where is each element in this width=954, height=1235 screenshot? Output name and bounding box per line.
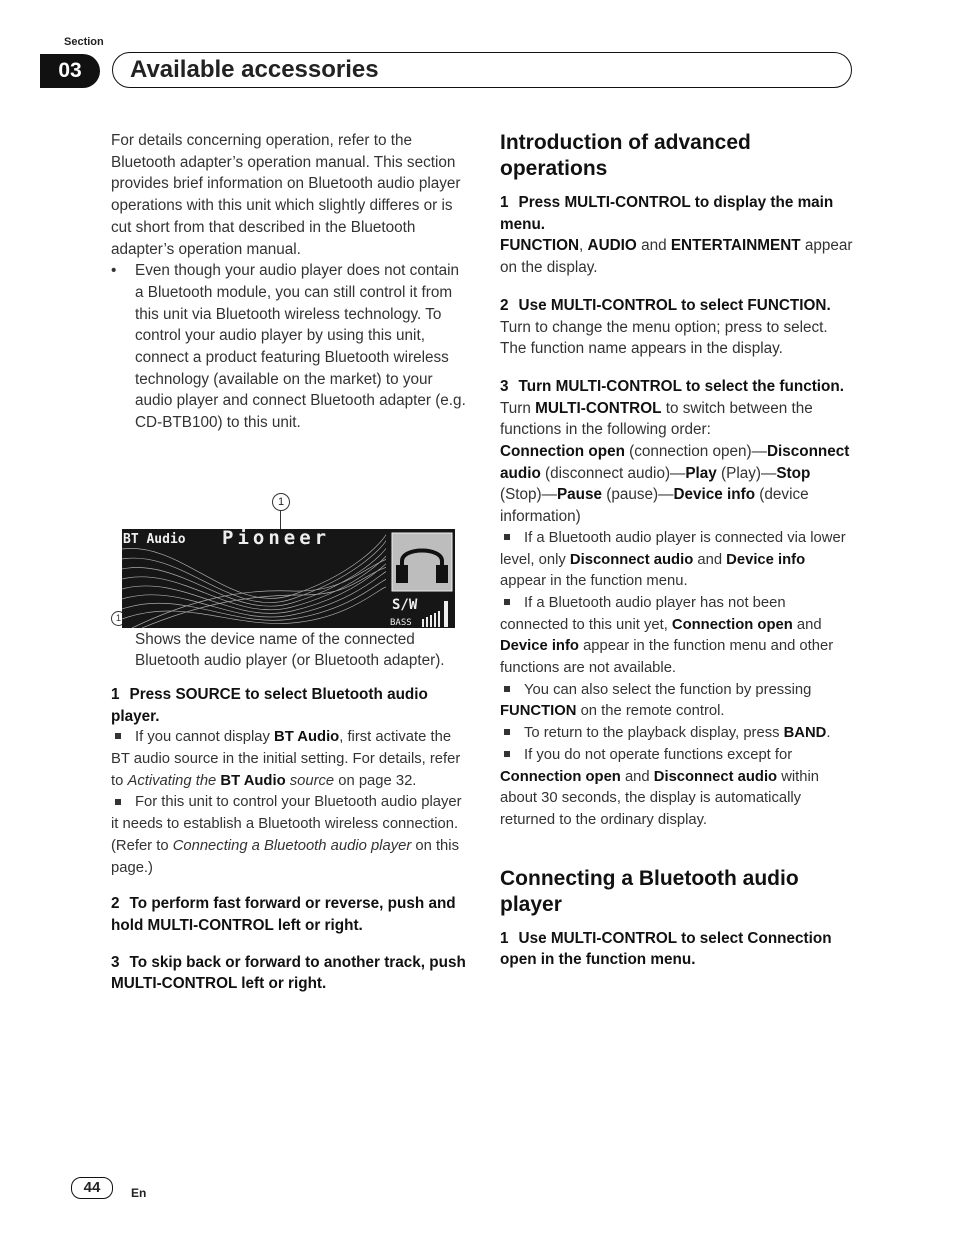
step-r1: 1 Press MULTI-CONTROL to display the main menu. (500, 194, 834, 233)
square-bullet-icon (504, 534, 510, 540)
note-1: If you cannot display BT Audio, first activate the BT audio source in the initial setting. For details, refer to Activating the BT Audio source on page 32. (111, 729, 461, 789)
step-1: 1 Press SOURCE to select Bluetooth audio player. (111, 685, 428, 725)
square-bullet-icon (504, 599, 510, 605)
display-sw-label: S/W (392, 597, 418, 613)
step-c1: 1 Use MULTI-CONTROL to select Connection open in the function menu. (500, 929, 832, 969)
square-bullet-icon (115, 799, 121, 805)
square-bullet-icon (115, 733, 121, 739)
bullet-text: Even though your audio player does not contain a Bluetooth module, you can still control it from this unit via Bluetooth wireless technology. To control your audio player by using this unit, connect a product featuring Bluetooth wireless technology (available on the market) to your audio player and connect Bluetooth adapter (e.g. CD-BTB100) to this unit. (135, 262, 466, 432)
display-bass-label: BASS (390, 618, 412, 628)
intro-paragraph: For details concerning operation, refer to the Bluetooth adapter’s operation manual. This section provides brief information on Bluetooth audio player operations with this unit which slightly differes or is cut short from that described in the Bluetooth adapter’s operation manual. (111, 132, 461, 258)
page-title: Available accessories (130, 56, 379, 83)
section-label: Section (64, 36, 104, 48)
callout-number-icon: 1 (111, 611, 126, 626)
note-r3: You can also select the function by pressing FUNCTION on the remote control. (500, 681, 812, 720)
function-order: Connection open (connection open)—Disconnect audio (disconnect audio)—Play (Play)—Stop (Stop)—Pause (pause)—Device info (device information) (500, 443, 850, 526)
heading-connecting: Connecting a Bluetooth audio player (500, 866, 799, 916)
callout-marker: 1 (272, 493, 290, 511)
note-r4: To return to the playback display, press BAND. (500, 723, 855, 745)
page-number: 44 (71, 1177, 113, 1199)
display-source-label: BT Audio (123, 532, 186, 547)
square-bullet-icon (504, 686, 510, 692)
square-bullet-icon (504, 751, 510, 757)
step-r3: 3 Turn MULTI-CONTROL to select the function. (500, 377, 844, 395)
heading-advanced-operations: Introduction of advanced operations (500, 131, 751, 180)
step-r2: 2 Use MULTI-CONTROL to select FUNCTION. (500, 296, 831, 314)
step-3: 3 To skip back or forward to another track, push MULTI-CONTROL left or right. (111, 953, 466, 993)
note-2: For this unit to control your Bluetooth audio player it needs to establish a Bluetooth wireless connection. (Refer to Connecting a Bluetooth audio player on this page.) (111, 794, 462, 876)
square-bullet-icon (504, 729, 510, 735)
step-r3-text: Turn MULTI-CONTROL to switch between the functions in the following order: (500, 399, 813, 439)
display-device-name: Pioneer (222, 529, 331, 549)
right-column (500, 130, 855, 971)
bullet-item (111, 260, 471, 434)
note-r2: If a Bluetooth audio player has not been connected to this unit yet, Connection open and Device info appear in the function menu and other functions are not available. (500, 594, 834, 677)
step-r1-text: FUNCTION, AUDIO and ENTERTAINMENT appear on the display. (500, 237, 853, 277)
display-graphic (122, 529, 455, 628)
bullet-dot-icon: • (111, 262, 117, 280)
note-r1: If a Bluetooth audio player is connected via lower level, only Disconnect audio and Device info appear in the function menu. (500, 529, 846, 590)
step-r2-text-2: The function name appears in the display. (500, 340, 783, 358)
step-2: 2 To perform fast forward or reverse, push and hold MULTI-CONTROL left or right. (111, 895, 456, 934)
language-label: En (131, 1186, 147, 1200)
note-r5: If you do not operate functions except for Connection open and Disconnect audio within about 30 seconds, the display is automatically returned to the ordinary display. (500, 746, 820, 828)
head-unit-display (122, 529, 455, 628)
section-number: 03 (40, 54, 100, 88)
step-r2-text-1: Turn to change the menu option; press to select. (500, 318, 828, 336)
callout-description: Shows the device name of the connected Bluetooth audio player (or Bluetooth adapter). (135, 630, 445, 670)
